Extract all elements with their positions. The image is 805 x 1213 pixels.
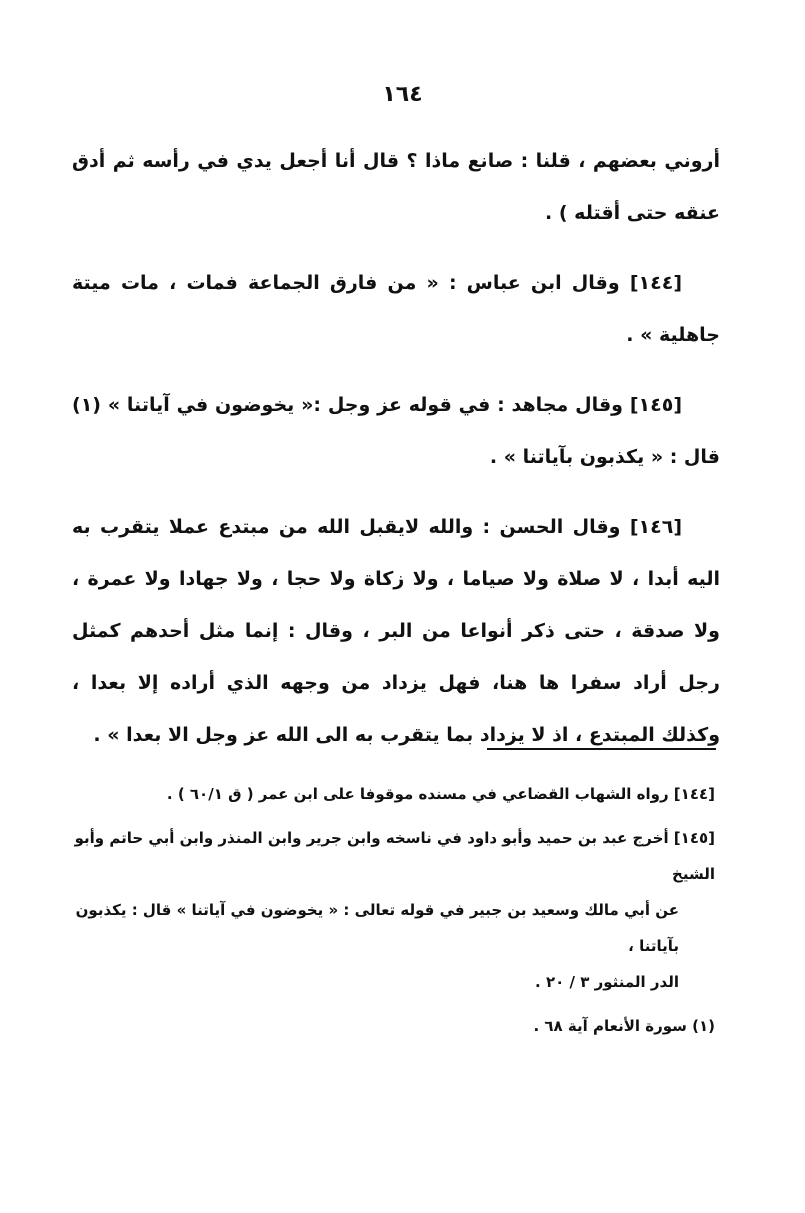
footnote-145-line-2: عن أبي مالك وسعيد بن جبير في قوله تعالى : « يخوضون في آياتنا » قال : يكذبون بآياتنا ، xyxy=(75,901,679,955)
paragraph-continuation: أروني بعضهم ، قلنا : صانع ماذا ؟ قال أنا أجعل يدي في رأسه ثم أدق عنقه حتى أقتله ) . xyxy=(72,150,720,224)
paragraph-146: [١٤٦] وقال الحسن : والله لايقبل الله من مبتدع عملا يتقرب به اليه أبدا ، لا صلاة ولا صياما ، ولا زكاة ولا حجا ، ولا جهادا ولا عمرة ، ولا صدقة ، حتى ذكر أنواعا من البر ، وقال : إنما مثل أحدهم كمثل رجل أراد سفرا ها هنا، فهل يزداد من وجهه الذي أراده إلا بعدا ، وكذلك المبتدع ، اذ لا يزداد بما يتقرب به الى الله عز وجل الا بعدا » . xyxy=(72,516,720,746)
paragraph-145: [١٤٥] وقال مجاهد : في قوله عز وجل :« يخوضون في آياتنا » (١) قال : « يكذبون بآياتنا » . xyxy=(72,394,720,468)
footnotes xyxy=(60,776,715,1052)
footnote-145-line-3: الدر المنثور ٣ / ٢٠ . xyxy=(535,973,679,991)
footnote-145 xyxy=(60,820,715,1000)
paragraph-144: [١٤٤] وقال ابن عباس : « من فارق الجماعة فمات ، مات ميتة جاهلية » . xyxy=(72,272,720,346)
page-number: ١٦٤ xyxy=(382,82,423,107)
footnote-145-line-1: [١٤٥] أخرج عبد بن حميد وأبو داود في ناسخه وابن جرير وابن المنذر وابن أبي حاتم وأبو الشيخ xyxy=(74,829,715,883)
footnote-1: (١) سورة الأنعام آية ٦٨ . xyxy=(533,1017,715,1035)
footnote-divider xyxy=(487,748,716,750)
footnote-144: [١٤٤] رواه الشهاب القضاعي في مسنده موقوفا على ابن عمر ( ق ٦٠/١ ) . xyxy=(166,785,715,803)
main-text xyxy=(72,135,720,779)
